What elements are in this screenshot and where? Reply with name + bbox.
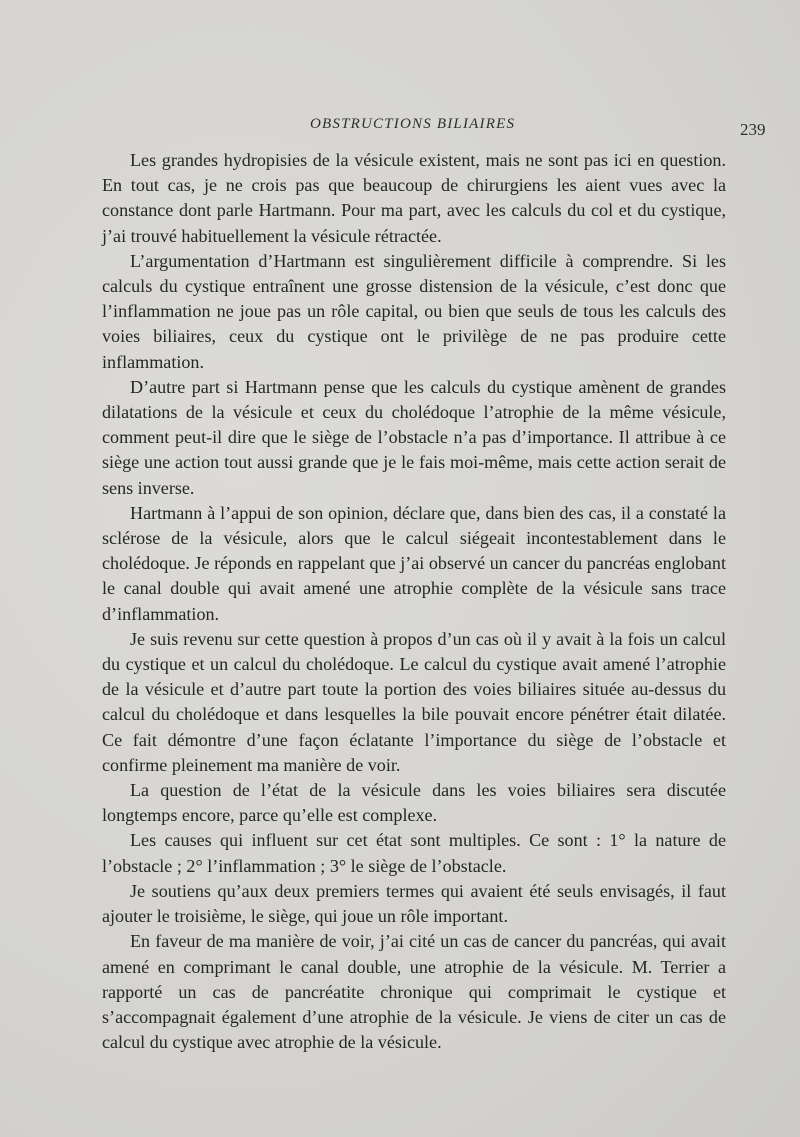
paragraph: Hartmann à l’appui de son opinion, déclare que, dans bien des cas, il a constaté la sclérose de la vésicule, alors que le calcul siégeait incontestablement dans le cholédoque. Je réponds en rappelant que j’ai observé un cancer du pancréas englobant le canal double qui avait amené une atrophie complète de la vésicule sans trace d’inflammation. bbox=[102, 502, 726, 624]
paragraph: Je soutiens qu’aux deux premiers termes qui avaient été seuls envisagés, il faut ajouter le troisième, le siège, qui joue un rôle important. bbox=[102, 880, 726, 927]
running-title: OBSTRUCTIONS BILIAIRES bbox=[310, 116, 516, 132]
page-header bbox=[0, 116, 800, 140]
page-number: 239 bbox=[740, 120, 766, 139]
paragraph: D’autre part si Hartmann pense que les calculs du cystique amènent de grandes dilatations de la vésicule et ceux du cholédoque l’atrophie de la même vésicule, comment peut-il dire que le siège de l’obstacle n’a pas d’importance. Il attribue à ce siège une action tout aussi grande que je le fais moi-même, mais cette action serait de sens inverse. bbox=[102, 376, 726, 498]
paragraph: L’argumentation d’Hartmann est singulièrement difficile à comprendre. Si les calculs du cystique entraînent une grosse distension de la vésicule, c’est donc que l’inflammation ne joue pas un rôle capital, ou bien que seuls de tous les calculs des voies biliaires, ceux du cystique ont le privilège de ne pas produire cette inflammation. bbox=[102, 250, 726, 372]
paragraph: En faveur de ma manière de voir, j’ai cité un cas de cancer du pancréas, qui avait amené en comprimant le canal double, une atrophie de la vésicule. M. Terrier a rapporté un cas de pancréatite chronique qui comprimait le cystique et s’accompagnait également d’une atrophie de la vésicule. Je viens de citer un cas de calcul du cystique avec atrophie de la vésicule. bbox=[102, 931, 726, 1053]
paragraph: Les causes qui influent sur cet état sont multiples. Ce sont : 1° la nature de l’obstacle ; 2° l’inflammation ; 3° le siège de l’obstacle. bbox=[102, 830, 726, 876]
paragraph: La question de l’état de la vésicule dans les voies biliaires sera discutée longtemps encore, parce qu’elle est complexe. bbox=[102, 780, 726, 826]
paragraph: Je suis revenu sur cette question à propos d’un cas où il y avait à la fois un calcul du cystique et un calcul du cholédoque. Le calcul du cystique avait amené l’atrophie de la vésicule et d’autre part toute la portion des voies biliaires située au-dessus du calcul du cholédoque et dans lesquelles la bile pouvait encore pénétrer était dilatée. Ce fait démontre d’une façon éclatante l’importance du siège de l’obstacle et confirme pleinement ma manière de voir. bbox=[102, 628, 726, 775]
paragraph: Les grandes hydropisies de la vésicule existent, mais ne sont pas ici en question. En tout cas, je ne crois pas que beaucoup de chirurgiens les aient vues avec la constance dont parle Hartmann. Pour ma part, avec les calculs du col et du cystique, j’ai trouvé habituellement la vésicule rétractée. bbox=[102, 150, 726, 246]
body-text bbox=[102, 148, 726, 1055]
